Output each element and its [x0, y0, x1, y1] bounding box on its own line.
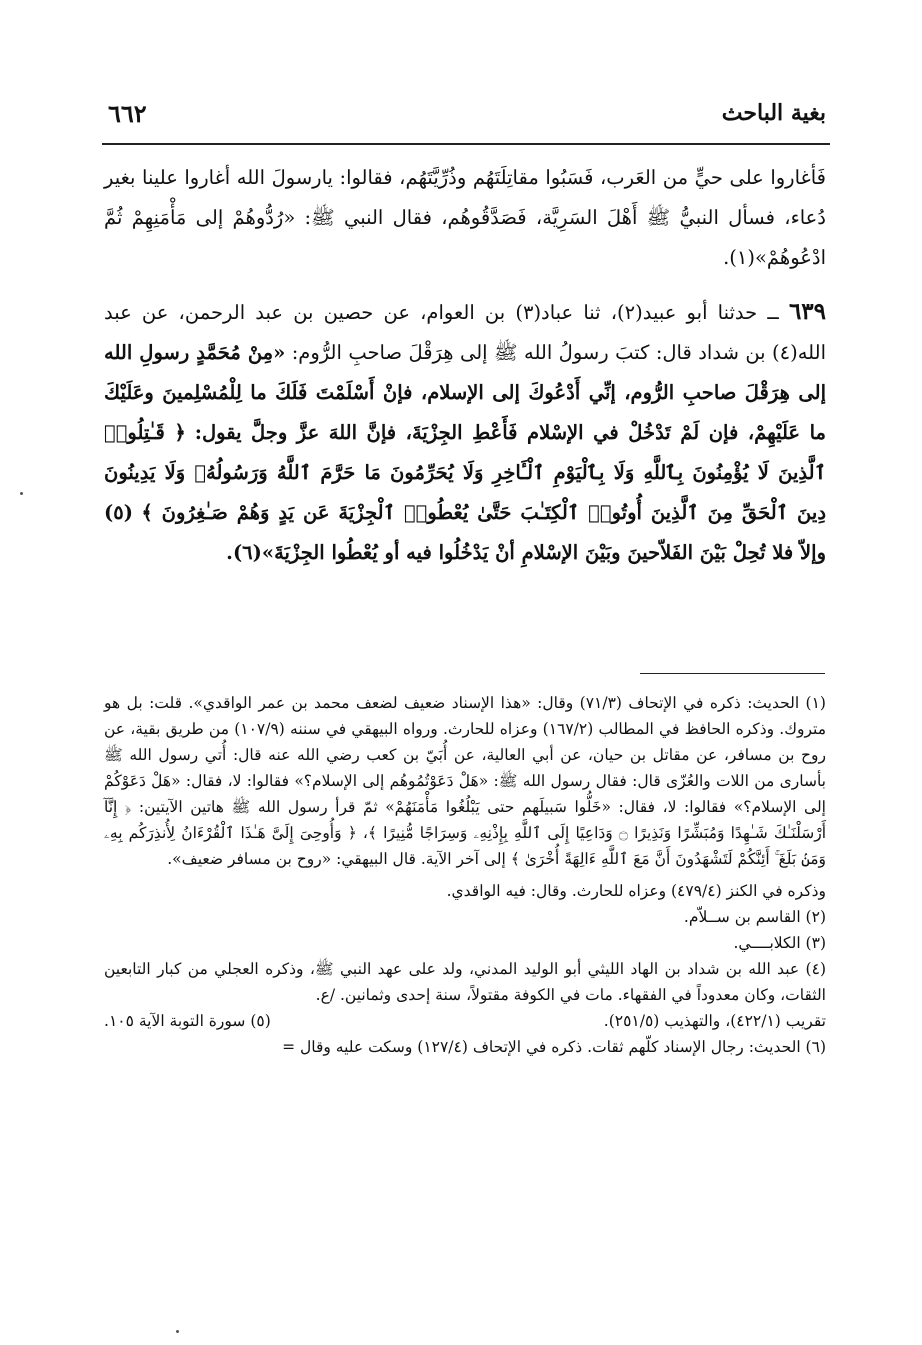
footnote-4: (٤) عبد الله بن شداد بن الهاد الليثي أبو الوليد المدني، ولد على عهد النبي ﷺ، وذكره العجلي من كبار التابعين الثقات، وكان معدوداً في الفقهاء. مات في الكوفة مقتولاً، سنة إحدى وثمانين. /ع. — [104, 960, 826, 1004]
scan-speck — [176, 1330, 179, 1333]
footnote-6: (٦) الحديث: رجال الإسناد كلّهم ثقات. ذكره في الإتحاف (١٢٧/٤) وسكت عليه وقال = — [282, 1038, 826, 1056]
paragraph-continued: فَأغاروا على حيٍّ من العَرب، فَسَبُوا مقاتِلَتَهُم وذُرِّيَّتَهُم، فقالوا: يارسولَ الله أغاروا علينا بغير دُعاء، فسأل النبيُّ ﷺ أَهْلَ السَرِيَّة، فَصَدَّقُوهُم، فقال النبي ﷺ: «رُدُّوهُمْ إلى مَأْمَنِهِمْ ثُمَّ ادْعُوهُمْ»(١). — [104, 166, 826, 269]
hadith-chain: ــ حدثنا أبو عبيد(٢)، ثنا عباد(٣) بن العوام، عن حصين بن عبد الرحمن، عن عبد الله(٤) بن شداد قال: كتبَ رسولُ الله ﷺ إلى هِرَقْلَ صاحبِ الرُّوم: — [104, 301, 826, 364]
footnote-1: (١) الحديث: ذكره في الإتحاف (٧١/٣) وقال: «هذا الإسناد ضعيف لضعف محمد بن عمر الواقدي». قلت: بل هو متروك. وذكره الحافظ في المطالب (١٦٧/٢) وعزاه للحارث. ورواه البيهقي في سننه (١٠٧/٩) من طريق بقية، عن روح بن مسافر، عن مقاتل بن حيان، عن أبي العالية، عن أُبَيّ بن كعب رضي الله عنه قال: أُتي رسول الله ﷺ بأسارى من اللات والعُزّى قال: فقال رسول الله ﷺ: «هَلْ دَعَوْتُمُوهُم إلى الإسلام؟» فقالوا: لا، فقال: «هَلْ دَعَوْكُمْ إلى الإسلام؟» فقالوا: لا، فقال: «خَلُّوا سَبيلَهم حتى يَبْلُغُوا مَأْمَنَهُمْ» ثمّ قرأ رسول الله ﷺ هاتين الآيتين: ﴿ إِنَّآ أَرْسَلْنَـٰكَ شَـٰهِدًا وَمُبَشِّرًا وَنَذِيرًا ۝ وَدَاعِيًا إِلَى ٱللَّهِ بِإِذْنِهِۦ وَسِرَاجًا مُّنِيرًا ﴾، ﴿ وَأُوحِىَ إِلَىَّ هَـٰذَا ٱلْقُرْءَانُ لِأُنذِرَكُم بِهِۦ وَمَنۢ بَلَغَ ۚ أَئِنَّكُمْ لَتَشْهَدُونَ أَنَّ مَعَ ٱللَّهِ ءَالِهَةً أُخْرَىٰ ﴾ إلى آخر الآية. قال البيهقي: «روح بن مسافر ضعيف». — [104, 694, 827, 868]
footnote-3: (٣) الكلابــــي. — [733, 934, 826, 952]
footnote-separator — [640, 673, 825, 674]
prophet-letter-end: (٥) وإلاّ فلا تُحِلْ بَيْنَ الفَلاّحينَ وبَيْنَ الإسْلامِ أنْ يَدْخُلُوا فيه أو يُعْطُوا الجِزْيَةَ»(٦). — [104, 501, 826, 564]
footnote-1-continued: وذكره في الكنز (٤٧٩/٤) وعزاه للحارث. وقال: فيه الواقدي. — [446, 882, 826, 900]
footnote-5: (٥) سورة التوبة الآية ١٠٥. — [104, 1012, 271, 1030]
prophet-letter: «مِنْ مُحَمَّدٍ رسولِ الله إلى هِرَقْلَ صاحبِ الرُّوم، إنِّي أَدْعُوكَ إلى الإسلام، فإنْ أَسْلَمْتَ فَلَكَ ما لِلْمُسْلِمينَ وعَلَيْكَ ما عَلَيْهِمْ، فإن لَمْ تَدْخُلْ في الإسْلام فَأَعْطِ الجِزْيَةَ، فإنَّ اللهَ عزَّ وجلَّ يقول: — [104, 341, 826, 444]
scan-speck — [20, 492, 23, 495]
footnotes — [104, 690, 826, 1060]
page-header — [108, 98, 826, 128]
hadith-number: ٦٣٩ — [788, 298, 827, 325]
main-text — [104, 158, 826, 573]
footnote-4-tail: تقريب (٤٢٢/١)، والتهذيب (٢٥١/٥). — [603, 1012, 826, 1030]
quran-verse: ﴿ قَـٰتِلُوا۟ ٱلَّذِينَ لَا يُؤْمِنُونَ بِٱللَّهِ وَلَا بِٱلْيَوْمِ ٱلْـَٔاخِرِ وَلَا يُحَرِّمُونَ مَا حَرَّمَ ٱللَّهُ وَرَسُولُهُۥ وَلَا يَدِينُونَ دِينَ ٱلْحَقِّ مِنَ ٱلَّذِينَ أُوتُوا۟ ٱلْكِتَـٰبَ حَتَّىٰ يُعْطُوا۟ ٱلْجِزْيَةَ عَن يَدٍ وَهُمْ صَـٰغِرُونَ ﴾ — [104, 421, 826, 524]
hadith-paragraph — [104, 292, 826, 573]
footnote-2: (٢) القاسم بن ســلاّم. — [683, 908, 826, 926]
page-number: ٦٦٢ — [108, 98, 147, 128]
running-title: بغية الباحث — [721, 100, 826, 126]
header-rule — [102, 143, 830, 145]
footnote-row — [104, 1008, 826, 1034]
